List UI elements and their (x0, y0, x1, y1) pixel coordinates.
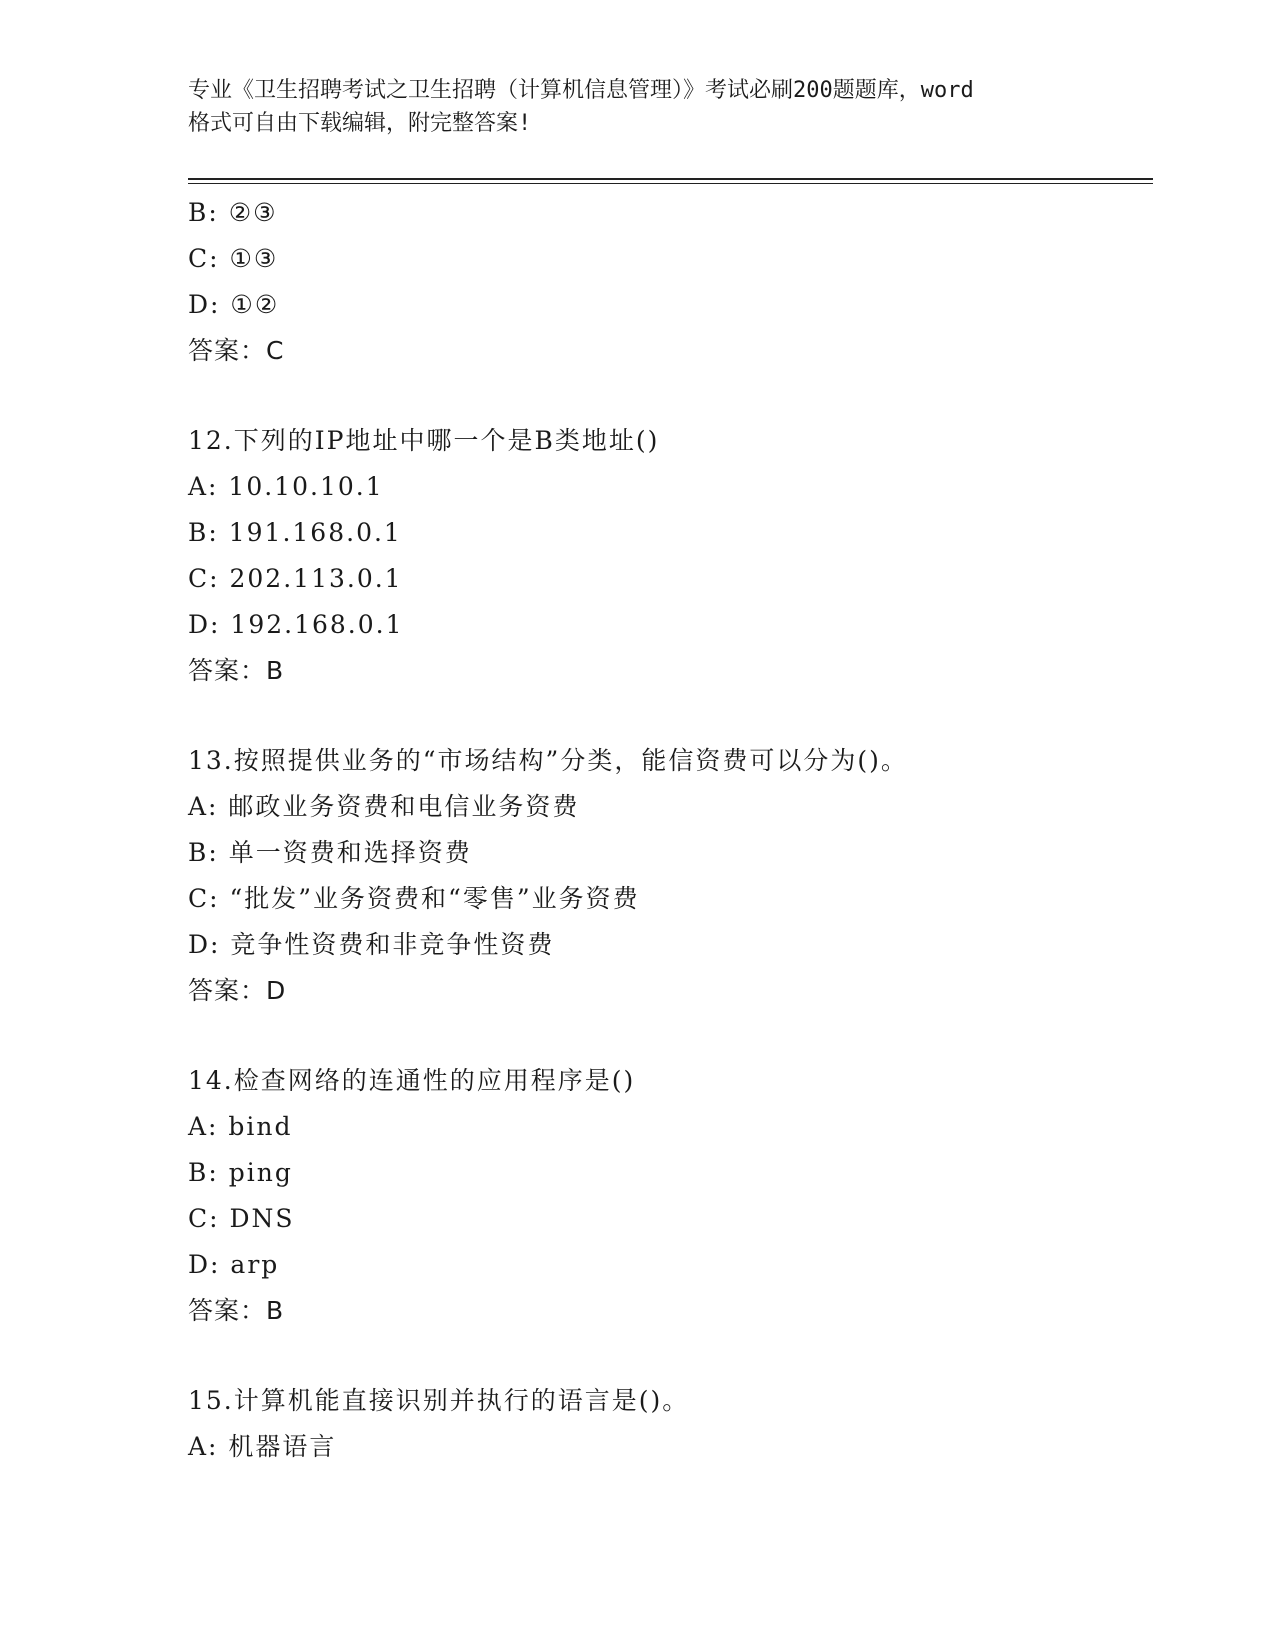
option-a: A: 10.10.10.1 (188, 472, 384, 501)
answer-text: 答案：D (188, 976, 287, 1005)
spacer (188, 1334, 1148, 1378)
option-b: B: ②③ (188, 198, 278, 227)
document-header (188, 74, 1108, 140)
option-c: C: 202.113.0.1 (188, 564, 403, 593)
option-d: D: ①② (188, 290, 280, 319)
option-b: B: 单一资费和选择资费 (188, 838, 472, 867)
answer-text: 答案：C (188, 336, 285, 365)
header-line-2: 格式可自由下载编辑，附完整答案! (188, 111, 532, 136)
option-d: D: 192.168.0.1 (188, 610, 404, 639)
option-a: A: 机器语言 (188, 1432, 337, 1461)
answer-text: 答案：B (188, 656, 285, 685)
question-text: 15.计算机能直接识别并执行的语言是()。 (188, 1386, 690, 1415)
question-text: 13.按照提供业务的“市场结构”分类，能信资费可以分为()。 (188, 746, 908, 775)
question-12 (188, 418, 1148, 694)
header-divider-thin (188, 183, 1153, 184)
header-divider-thick (188, 178, 1153, 180)
question-text: 14.检查网络的连通性的应用程序是() (188, 1066, 636, 1095)
spacer (188, 1014, 1148, 1058)
option-d: D: 竞争性资费和非竞争性资费 (188, 930, 555, 959)
option-b: B: 191.168.0.1 (188, 518, 402, 547)
answer-text: 答案：B (188, 1296, 285, 1325)
spacer (188, 374, 1148, 418)
option-d: D: arp (188, 1250, 280, 1279)
question-11-fragment (188, 190, 1148, 374)
question-list (188, 190, 1148, 1470)
question-13 (188, 738, 1148, 1014)
option-a: A: 邮政业务资费和电信业务资费 (188, 792, 580, 821)
question-14 (188, 1058, 1148, 1334)
option-c: C: DNS (188, 1204, 295, 1233)
header-line-1: 专业《卫生招聘考试之卫生招聘（计算机信息管理）》考试必刷200题题库，word (188, 78, 974, 103)
option-b: B: ping (188, 1158, 293, 1187)
question-text: 12.下列的IP地址中哪一个是B类地址() (188, 426, 660, 455)
option-a: A: bind (188, 1112, 293, 1141)
option-c: C: “批发”业务资费和“零售”业务资费 (188, 884, 640, 913)
spacer (188, 694, 1148, 738)
option-c: C: ①③ (188, 244, 279, 273)
question-15 (188, 1378, 1148, 1470)
